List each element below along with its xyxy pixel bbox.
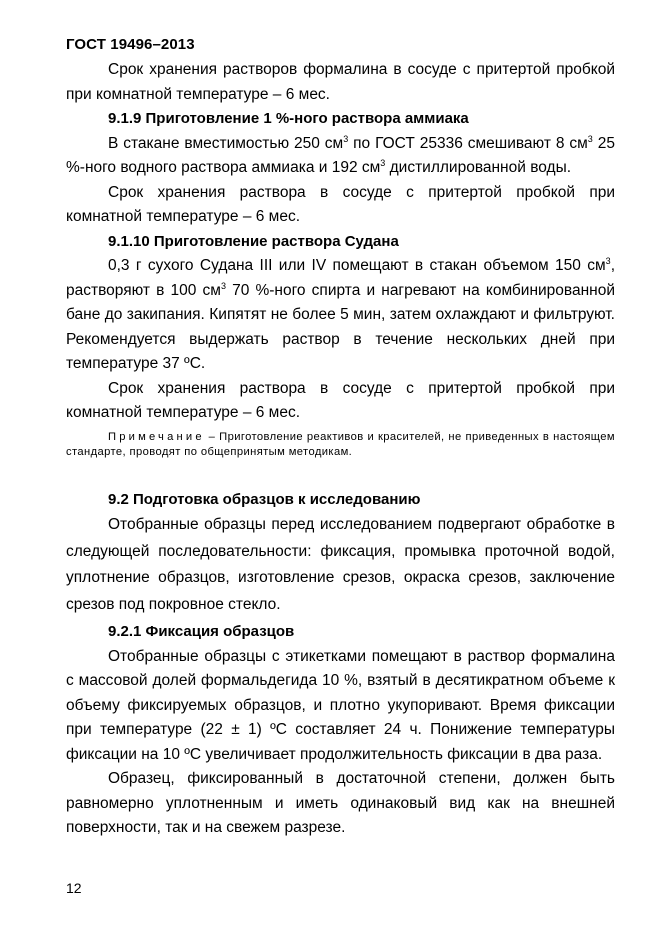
heading-9-2: 9.2 Подготовка образцов к исследованию <box>108 490 421 508</box>
document-body <box>66 58 615 841</box>
paragraph-sudan-storage: Срок хранения раствора в сосуде с притертой пробкой при комнатной температуре – 6 мес. <box>66 379 615 421</box>
note-label: Примечание <box>108 430 205 443</box>
superscript-3: 3 <box>220 280 226 291</box>
superscript-3: 3 <box>380 158 386 168</box>
superscript-3: 3 <box>587 133 593 144</box>
heading-9-1-9: 9.1.9 Приготовление 1 %-ного раствора аммиака <box>108 110 469 127</box>
superscript-3: 3 <box>343 133 349 144</box>
paragraph-sample-processing: Отобранные образцы перед исследованием подвергают обработке в следующей последовательности: фиксация, промывка проточной водой, уплотнение образцов, изготовление срезов, окраска срезов, заключение срезов под покровное стекло. <box>66 516 615 613</box>
paragraph-fixed-sample: Образец, фиксированный в достаточной степени, должен быть равномерно уплотненным и иметь одинаковый вид как на внешней поверхности, так и на свежем разрезе. <box>66 770 615 836</box>
page-number: 12 <box>66 880 82 896</box>
heading-9-2-1: 9.2.1 Фиксация образцов <box>108 623 295 640</box>
section-gap <box>66 460 615 488</box>
paragraph-ammonia-storage: Срок хранения раствора в сосуде с притертой пробкой при комнатной температуре – 6 мес. <box>66 183 615 225</box>
superscript-3: 3 <box>605 256 611 266</box>
heading-9-1-10: 9.1.10 Приготовление раствора Судана <box>108 232 399 250</box>
note-paragraph <box>66 430 615 460</box>
paragraph-sample-fixation: Отобранные образцы с этикетками помещают в раствор формалина с массовой долей формальдегида 10 %, взятый в десятикратном объеме к объему фиксируемых образцов, и плотно укупоривают. Время фиксации при температуре (22 ± 1) ºС составляет 24 ч. Понижение температуры фиксации на 10 ºС увеличивает продолжительность фиксации в два раза. <box>66 647 615 763</box>
paragraph-formalin-storage: Срок хранения растворов формалина в сосуде с притертой пробкой при комнатной температуре – 6 мес. <box>66 61 615 103</box>
paragraph-sudan-preparation: 0,3 г сухого Судана III или IV помещают в стакан объемом 150 $см^3$, растворяют в 100 $см^3$ 70 %-ного спирта и нагревают на комбинированной бане до закипания. Кипятят не более 5 мин, затем охлаждают и фильтруют. Рекомендуется выдержать раствор в течение нескольких дней при температуре 37 ºС. <box>66 256 615 372</box>
paragraph-ammonia-preparation: В стакане вместимостью 250 $см^3$ по ГОСТ 25336 смешивают 8 $см^3$ 25 %-ного водного раствора аммиака и 192 $см^3$ дистиллированной воды. <box>66 133 615 176</box>
document-code-header: ГОСТ 19496–2013 <box>66 36 195 53</box>
note-text: – Приготовление реактивов и красителей, не приведенных в настоящем стандарте, проводят по общепринятым методикам. <box>66 430 615 458</box>
